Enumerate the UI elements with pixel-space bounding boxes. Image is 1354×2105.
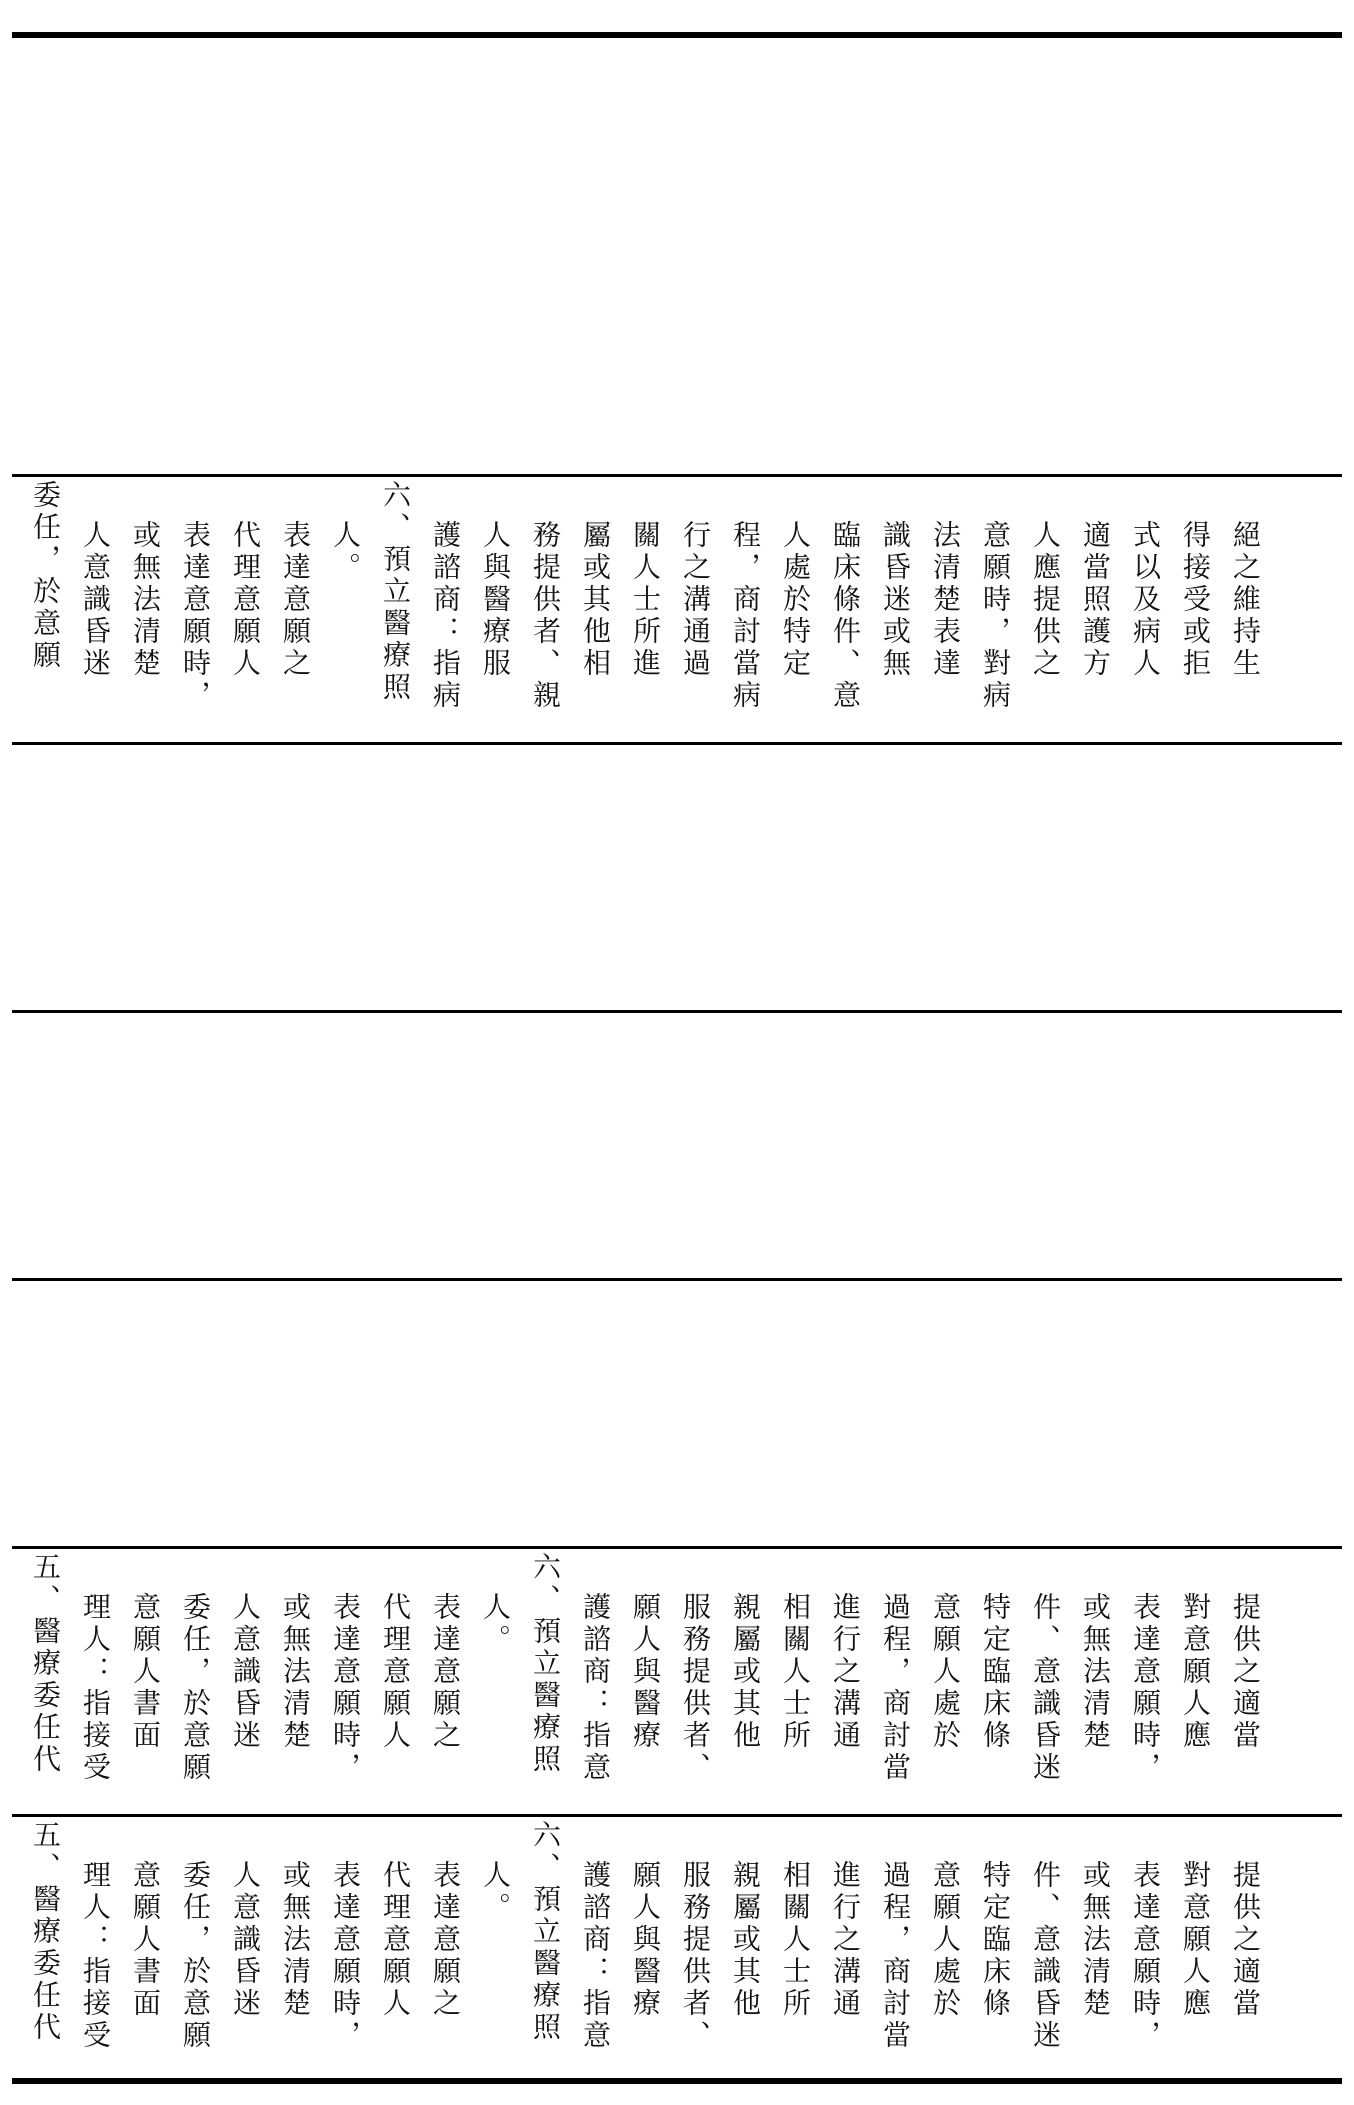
text-column: 五、醫療委任代 — [29, 1552, 62, 1776]
text-column: 進行之溝通 — [829, 1860, 862, 2020]
text-column: 表達意願之 — [429, 1860, 462, 2020]
text-column: 識昏迷或無 — [879, 520, 912, 680]
text-column: 護諮商：指意 — [579, 1592, 612, 1784]
text-column: 對意願人應 — [1179, 1592, 1212, 1752]
row-divider-6 — [12, 1814, 1342, 1817]
row-divider-4 — [12, 1278, 1342, 1281]
text-column: 提供之適當 — [1229, 1860, 1262, 2020]
text-column: 意願人處於 — [929, 1860, 962, 2020]
text-column: 式以及病人 — [1129, 520, 1162, 680]
text-column: 代理意願人 — [379, 1860, 412, 2020]
text-column: 人與醫療服 — [479, 520, 512, 680]
text-column: 人意識昏迷 — [229, 1860, 262, 2020]
text-column: 願人與醫療 — [629, 1592, 662, 1752]
text-column: 程，商討當病 — [729, 520, 762, 712]
text-column: 人。 — [479, 1860, 512, 1924]
text-column: 代理意願人 — [229, 520, 262, 680]
text-column: 件、意識昏迷 — [1029, 1860, 1062, 2052]
text-column: 過程，商討當 — [879, 1592, 912, 1784]
text-column: 表達意願時， — [1129, 1860, 1162, 2052]
text-column: 理人：指接受 — [79, 1860, 112, 2052]
text-column: 人應提供之 — [1029, 520, 1062, 680]
text-column: 五、醫療委任代 — [29, 1820, 62, 2044]
text-column: 務提供者、親 — [529, 520, 562, 712]
text-column: 表達意願時， — [329, 1860, 362, 2052]
text-column: 表達意願時， — [1129, 1592, 1162, 1784]
text-column: 表達意願之 — [429, 1592, 462, 1752]
text-column: 提供之適當 — [1229, 1592, 1262, 1752]
text-column: 行之溝通過 — [679, 520, 712, 680]
text-column: 或無法清楚 — [1079, 1860, 1112, 2020]
text-column: 絕之維持生 — [1229, 520, 1262, 680]
text-column: 願人與醫療 — [629, 1860, 662, 2020]
text-column: 委任，於意願 — [29, 480, 62, 672]
text-column: 六、預立醫療照 — [379, 480, 412, 704]
text-column: 服務提供者、 — [679, 1860, 712, 2052]
text-column: 意願人處於 — [929, 1592, 962, 1752]
text-column: 或無法清楚 — [129, 520, 162, 680]
text-column: 人。 — [479, 1592, 512, 1656]
text-column: 件、意識昏迷 — [1029, 1592, 1062, 1784]
text-column: 臨床條件、意 — [829, 520, 862, 712]
text-column: 意願時，對病 — [979, 520, 1012, 712]
text-column: 或無法清楚 — [1079, 1592, 1112, 1752]
text-column: 六、預立醫療照 — [529, 1552, 562, 1776]
text-column: 護諮商：指意 — [579, 1860, 612, 2052]
text-column: 委任，於意願 — [179, 1592, 212, 1784]
text-column: 意願人書面 — [129, 1860, 162, 2020]
text-column: 或無法清楚 — [279, 1592, 312, 1752]
text-column: 親屬或其他 — [729, 1592, 762, 1752]
text-column: 法清楚表達 — [929, 520, 962, 680]
text-column: 理人：指接受 — [79, 1592, 112, 1784]
text-column: 人處於特定 — [779, 520, 812, 680]
text-column: 代理意願人 — [379, 1592, 412, 1752]
text-cell-amended — [20, 1552, 1336, 1810]
text-column: 特定臨床條 — [979, 1860, 1012, 2020]
text-column: 護諮商：指病 — [429, 520, 462, 712]
bottom-border-rule — [12, 2078, 1342, 2084]
text-cell-original — [20, 1820, 1336, 2074]
text-column: 意願人書面 — [129, 1592, 162, 1752]
text-column: 人意識昏迷 — [79, 520, 112, 680]
text-column: 相關人士所 — [779, 1592, 812, 1752]
text-column: 人。 — [329, 520, 362, 584]
text-column: 表達意願時， — [179, 520, 212, 712]
row-divider-3 — [12, 1010, 1342, 1013]
text-column: 六、預立醫療照 — [529, 1820, 562, 2044]
text-column: 特定臨床條 — [979, 1592, 1012, 1752]
top-border-rule — [12, 32, 1342, 38]
text-column: 相關人士所 — [779, 1860, 812, 2020]
text-column: 表達意願之 — [279, 520, 312, 680]
text-column: 屬或其他相 — [579, 520, 612, 680]
text-column: 對意願人應 — [1179, 1860, 1212, 2020]
text-cell-top — [20, 480, 1336, 738]
row-divider-1 — [12, 474, 1342, 477]
row-divider-5 — [12, 1546, 1342, 1549]
text-column: 委任，於意願 — [179, 1860, 212, 2052]
text-column: 適當照護方 — [1079, 520, 1112, 680]
text-column: 得接受或拒 — [1179, 520, 1212, 680]
text-column: 關人士所進 — [629, 520, 662, 680]
text-column: 過程，商討當 — [879, 1860, 912, 2052]
text-column: 或無法清楚 — [279, 1860, 312, 2020]
text-column: 表達意願時， — [329, 1592, 362, 1784]
text-column: 親屬或其他 — [729, 1860, 762, 2020]
text-column: 進行之溝通 — [829, 1592, 862, 1752]
row-divider-2 — [12, 742, 1342, 745]
text-column: 人意識昏迷 — [229, 1592, 262, 1752]
text-column: 服務提供者、 — [679, 1592, 712, 1784]
